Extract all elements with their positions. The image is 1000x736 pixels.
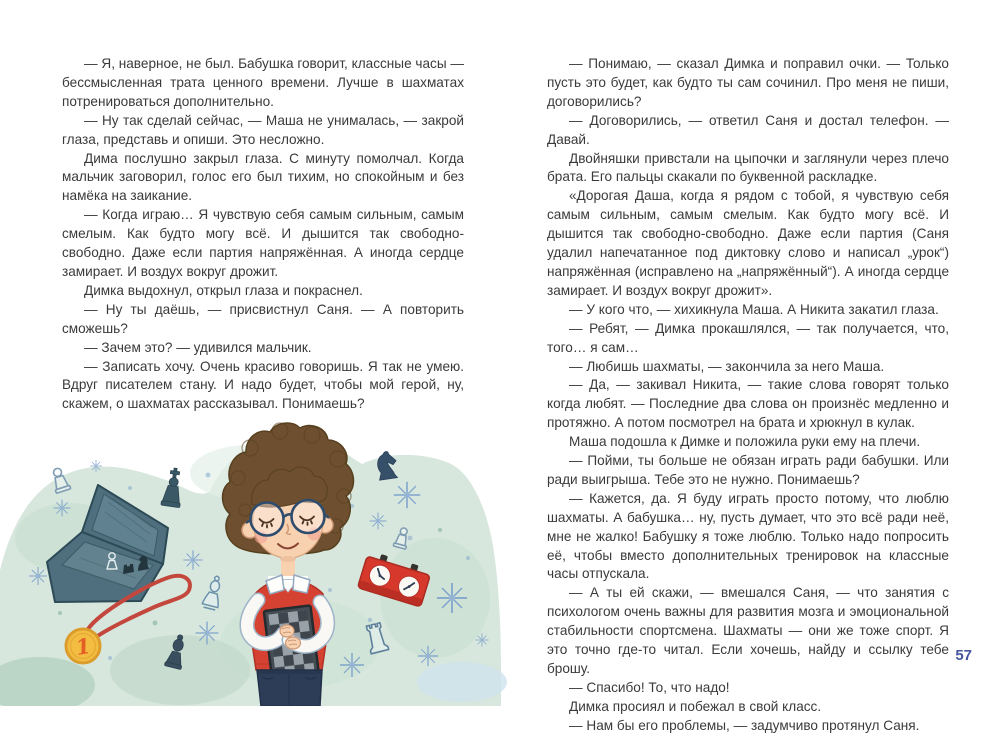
paragraph: — Когда играю… Я чувствую себя самым сильным, самым смелым. Как будто могу всё. И дышится так свободно-свободно. Даже если партия напряжённая. А иногда сердце замирает. И воздух вокруг дрожит. bbox=[62, 207, 464, 279]
illustration-boy-chess bbox=[0, 418, 512, 706]
paragraph: — Пойми, ты больше не обязан играть ради бабушки. Или ради выигрыша. Тебе это не нужно. Понимаешь? bbox=[547, 453, 949, 487]
paragraph: Двойняшки привстали на цыпочки и заглянули через плечо брата. Его пальцы скакали по буквенной раскладке. bbox=[547, 150, 949, 185]
paragraph: — Ну ты даёшь, — присвистнул Саня. — А повторить сможешь? bbox=[62, 301, 464, 336]
paragraph: — Я, наверное, не был. Бабушка говорит, классные часы — бессмысленная трата ценного времени. Лучше в шахматах потренироваться дополнительно. bbox=[62, 56, 464, 109]
paragraph: — Да, — закивал Никита, — такие слова говорят только когда любят. — Последние два слова он произнёс медленно и протяжно. А потом посмотрел на брата и хрюкнул в кулак. bbox=[547, 377, 949, 431]
paragraph: — Нам бы его проблемы, — задумчиво протянул Саня. bbox=[569, 717, 920, 733]
paragraph: «Дорогая Даша, когда я рядом с тобой, я чувствую себя самым сильным, самым смелым. Как будто могу всё. И дышится так свободно-свободно. Даже если партия (Саня удалил напечатанное под диктовку слово и написал „урок“) напряжённая (исправлено на „напряжённый“). А иногда сердце замирает. И воздух вокруг дрожит». bbox=[547, 188, 949, 298]
paragraph: Димка просиял и побежал в свой класс. bbox=[569, 698, 822, 714]
right-page-text bbox=[547, 55, 949, 736]
left-page-text bbox=[62, 55, 464, 414]
paragraph: — Любишь шахматы, — закончила за него Маша. bbox=[569, 358, 885, 374]
paragraph: — Понимаю, — сказал Димка и поправил очки. — Только пусть это будет, как будто ты сам сочинил. Про меня не пиши, договорились? bbox=[547, 56, 949, 109]
paragraph: — Записать хочу. Очень красиво говоришь. Я так не умею. Вдруг писателем стану. И надо будет, чтобы мой герой, ну, скажем, о шахматах рассказывал. Понимаешь? bbox=[62, 358, 464, 412]
medal-number: 1 bbox=[73, 632, 93, 661]
page-number: 57 bbox=[955, 647, 972, 664]
paragraph: Димка выдохнул, открыл глаза и покраснел. bbox=[84, 282, 363, 298]
paragraph: Дима послушно закрыл глаза. С минуту помолчал. Когда мальчик заговорил, голос его был тихим, но спокойным и без намёка на заикание. bbox=[62, 150, 464, 204]
paragraph: — Кажется, да. Я буду играть просто потому, что люблю шахматы. А бабушка… ну, пусть думает, что это всё ради неё, мне не жалко! Бабушку я тоже люблю. Только надо попросить её, чтобы вместо дополнительных тренировок на классные часы отпускала. bbox=[547, 490, 949, 582]
paragraph: — Спасибо! То, что надо! bbox=[569, 679, 730, 695]
pants bbox=[257, 670, 322, 706]
paragraph: — А ты ей скажи, — вмешался Саня, — что занятия с психологом очень важны для развития мозга и эмоциональной стабильности спортсмена. Шахматы — они же тоже спорт. Я это точно где-то читал. Если хочешь, найду и ссылку тебе брошу. bbox=[547, 585, 949, 676]
paragraph: — Договорились, — ответил Саня и достал телефон. — Давай. bbox=[547, 112, 949, 147]
paragraph: — У кого что, — хихикнула Маша. А Никита закатил глаза. bbox=[569, 301, 939, 317]
paragraph: — Зачем это? — удивился мальчик. bbox=[84, 339, 312, 355]
paragraph: — Ну так сделай сейчас, — Маша не унималась, — закрой глаза, представь и опиши. Это несложно. bbox=[62, 112, 464, 147]
paragraph: Маша подошла к Димке и положила руки ему на плечи. bbox=[569, 434, 921, 450]
paragraph: — Ребят, — Димка прокашлялся, — так получается, что, того… я сам… bbox=[547, 320, 949, 355]
